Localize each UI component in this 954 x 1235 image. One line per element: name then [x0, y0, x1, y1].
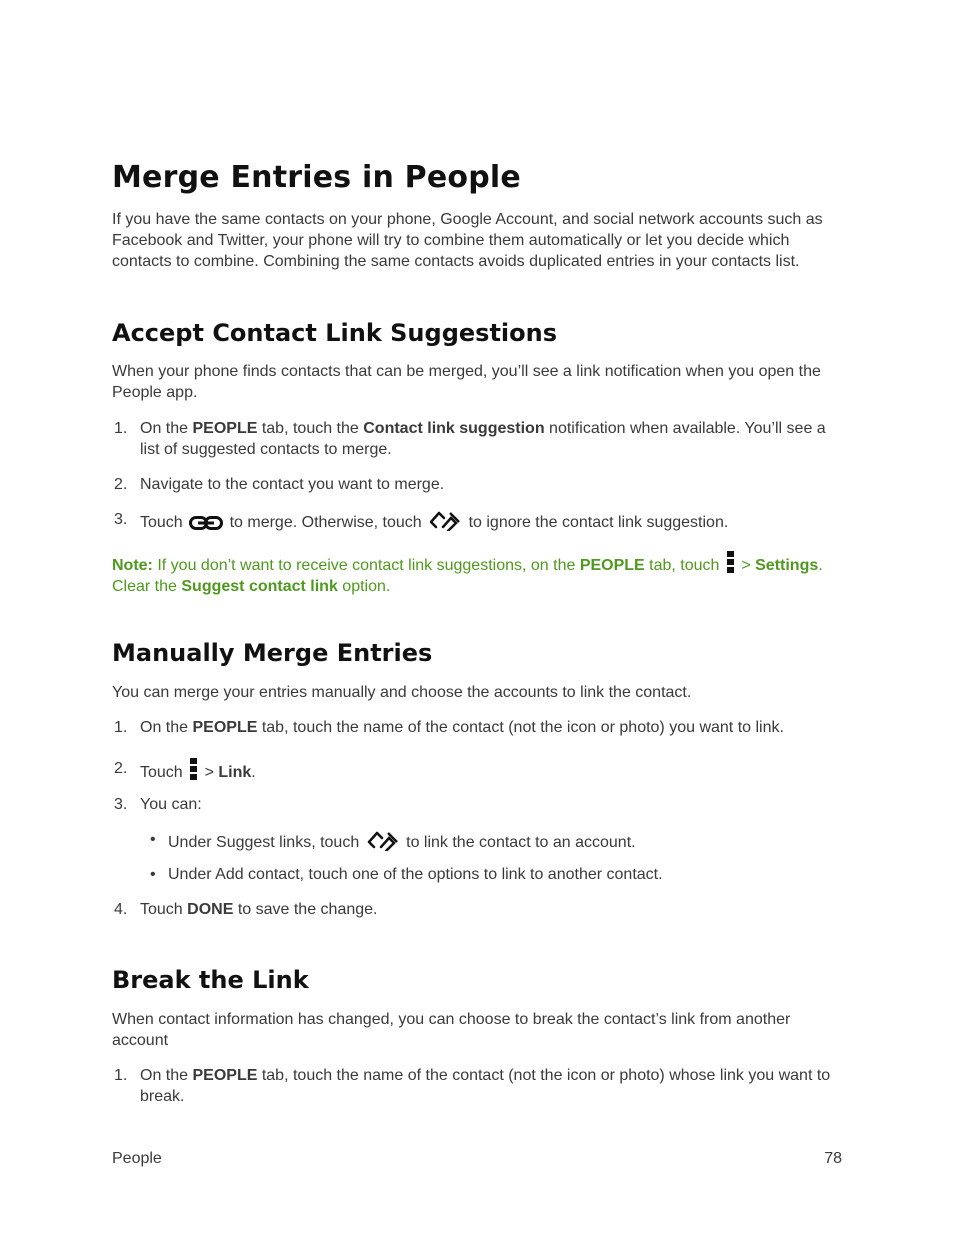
section1-intro: When your phone finds contacts that can be merged, you’ll see a link notification when you open the People app. — [112, 363, 821, 401]
link-icon — [189, 515, 223, 537]
list-number: 1. — [114, 1067, 128, 1084]
section-heading-accept: Accept Contact Link Suggestions — [112, 319, 557, 347]
bullet-item: • Under Suggest links, touch to link the contact to an account. — [168, 829, 842, 857]
intro-paragraph: If you have the same contacts on your phone, Google Account, and social network accounts such as Facebook and Twitter, your phone will try to combine them automatically or let you decide which contacts to combine. Combining the same contacts avoids duplicated entries in your contacts list. — [112, 211, 823, 270]
list-number: 3. — [114, 796, 128, 813]
list-item: 4. Touch DONE to save the change. — [114, 901, 378, 918]
bullet-dot: • — [150, 866, 156, 883]
bullet-item: • Under Add contact, touch one of the options to link to another contact. — [150, 866, 663, 883]
list-item: 1. On the PEOPLE tab, touch the name of the contact (not the icon or photo) you want to link. — [114, 719, 784, 736]
page-footer — [112, 1150, 842, 1168]
list-number: 2. — [114, 476, 128, 493]
bullet-dot: • — [150, 831, 156, 848]
unlink-icon — [428, 509, 462, 537]
list-item: 1. On the PEOPLE tab, touch the Contact link suggestion notification when available. You’ll see a list of suggested contacts to merge. — [114, 420, 826, 458]
unlink-icon — [366, 829, 400, 857]
section-heading-break: Break the Link — [112, 966, 309, 994]
note-paragraph: Note: If you don’t want to receive contact link suggestions, on the PEOPLE tab, touch > Settings. Clear the Suggest contact link option. — [112, 551, 842, 597]
list-number: 1. — [114, 719, 128, 736]
section3-intro: When contact information has changed, you can choose to break the contact’s link from another account — [112, 1011, 791, 1049]
list-number: 3. — [114, 511, 128, 528]
footer-section-name: People — [112, 1150, 162, 1167]
section2-intro: You can merge your entries manually and choose the accounts to link the contact. — [112, 684, 692, 701]
list-item: 2. Touch > Link. — [114, 760, 256, 781]
section-heading-manual: Manually Merge Entries — [112, 639, 433, 667]
list-item: 1. On the PEOPLE tab, touch the name of the contact (not the icon or photo) whose link you want to break. — [114, 1067, 831, 1105]
list-item: 2. Navigate to the contact you want to merge. — [114, 476, 445, 493]
menu-icon — [727, 551, 734, 573]
list-item: 3. You can: — [114, 796, 202, 813]
list-number: 1. — [114, 420, 128, 437]
list-item: 3. Touch to merge. Otherwise, touch to ignore the contact link suggestion. — [140, 509, 842, 537]
menu-icon — [190, 758, 197, 780]
list-number: 2. — [114, 760, 128, 777]
page-number: 78 — [824, 1150, 842, 1167]
list-number: 4. — [114, 901, 128, 918]
page-title: Merge Entries in People — [112, 160, 521, 195]
